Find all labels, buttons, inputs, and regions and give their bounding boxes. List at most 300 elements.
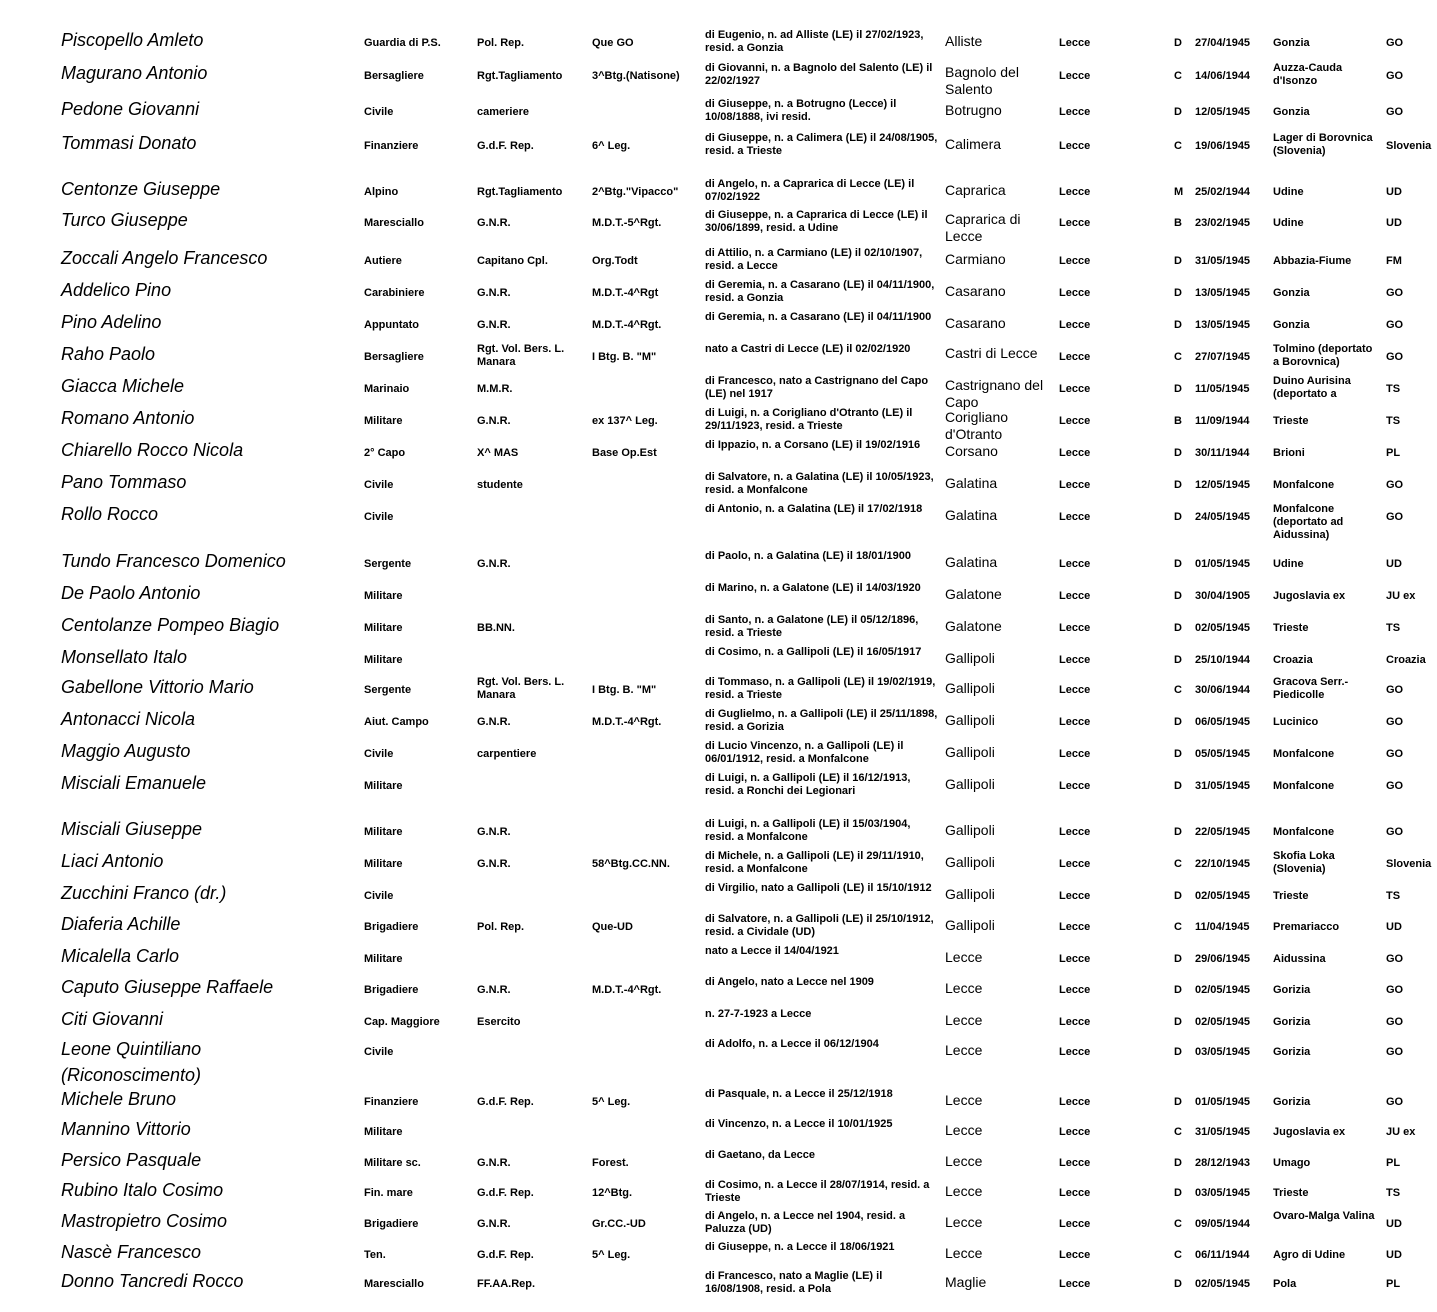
cell-grade: Bersagliere: [364, 70, 424, 82]
cell-prov: Lecce: [1059, 511, 1091, 523]
cell-zone: Slovenia: [1386, 140, 1432, 152]
cell-zone: TS: [1386, 415, 1401, 427]
cell-prov: Lecce: [1059, 106, 1091, 118]
cell-prov: Lecce: [1059, 1278, 1091, 1290]
cell-unit: G.N.R.: [477, 858, 511, 870]
cell-town: Carmiano: [945, 251, 1006, 267]
cell-notes: nato a Castri di Lecce (LE) il 02/02/1920: [705, 343, 911, 355]
cell-notes: di Tommaso, n. a Gallipoli (LE) il 19/02/1919, resid. a Trieste: [705, 676, 936, 701]
cell-code: D: [1174, 558, 1182, 570]
cell-notes: di Marino, n. a Galatone (LE) il 14/03/1920: [705, 582, 921, 594]
cell-code: D: [1174, 590, 1182, 602]
cell-grade: Alpino: [364, 186, 399, 198]
cell-dept: 2^Btg."Vipacco": [592, 186, 679, 198]
cell-zone: GO: [1386, 37, 1404, 49]
cell-unit: G.N.R.: [477, 716, 511, 728]
cell-code: D: [1174, 1157, 1182, 1169]
cell-town: Gallipoli: [945, 650, 995, 666]
cell-unit: cameriere: [477, 106, 529, 118]
cell-date: 12/05/1945: [1195, 106, 1251, 118]
cell-zone: Croazia: [1386, 654, 1426, 666]
cell-prov: Lecce: [1059, 1126, 1091, 1138]
cell-notes: di Francesco, nato a Castrignano del Capo (LE) nel 1917: [705, 375, 929, 400]
cell-zone: GO: [1386, 953, 1404, 965]
cell-unit: G.N.R.: [477, 287, 511, 299]
cell-code: D: [1174, 447, 1182, 459]
cell-grade: Brigadiere: [364, 921, 419, 933]
cell-zone: UD: [1386, 921, 1402, 933]
cell-notes: di Michele, n. a Gallipoli (LE) il 29/11/1910, resid. a Monfalcone: [705, 850, 924, 875]
cell-place: Aidussina: [1273, 953, 1326, 965]
person-name: Tundo Francesco Domenico: [61, 551, 286, 571]
cell-prov: Lecce: [1059, 858, 1091, 870]
cell-prov: Lecce: [1059, 415, 1091, 427]
cell-unit: Pol. Rep.: [477, 921, 525, 933]
cell-date: 28/12/1943: [1195, 1157, 1251, 1169]
cell-zone: UD: [1386, 186, 1402, 198]
cell-date: 11/05/1945: [1195, 383, 1250, 395]
cell-dept: Base Op.Est: [592, 447, 657, 459]
person-name: Diaferia Achille: [61, 914, 181, 934]
cell-date: 06/11/1944: [1195, 1249, 1250, 1261]
cell-prov: Lecce: [1059, 558, 1091, 570]
cell-dept: Gr.CC.-UD: [592, 1218, 646, 1230]
cell-date: 29/06/1945: [1195, 953, 1251, 965]
cell-unit: G.N.R.: [477, 826, 511, 838]
cell-prov: Lecce: [1059, 780, 1091, 792]
person-name: Piscopello Amleto: [61, 30, 204, 50]
cell-unit: G.N.R.: [477, 558, 511, 570]
cell-notes: di Vincenzo, n. a Lecce il 10/01/1925: [705, 1118, 893, 1130]
cell-code: D: [1174, 654, 1182, 666]
cell-place: Monfalcone: [1273, 780, 1335, 792]
cell-zone: UD: [1386, 1249, 1402, 1261]
cell-grade: Civile: [364, 511, 394, 523]
cell-town: Gallipoli: [945, 712, 995, 728]
cell-dept: ex 137^ Leg.: [592, 415, 658, 427]
person-name: Centonze Giuseppe: [61, 179, 221, 199]
cell-unit: Pol. Rep.: [477, 37, 525, 49]
cell-unit: FF.AA.Rep.: [477, 1278, 536, 1290]
cell-date: 31/05/1945: [1195, 1126, 1251, 1138]
cell-prov: Lecce: [1059, 479, 1091, 491]
cell-grade: Militare: [364, 858, 403, 870]
person-name: Mastropietro Cosimo: [61, 1211, 228, 1231]
cell-town: Alliste: [945, 33, 983, 49]
cell-notes: di Geremia, n. a Casarano (LE) il 04/11/1900: [705, 311, 932, 323]
cell-zone: GO: [1386, 351, 1404, 363]
cell-date: 01/05/1945: [1195, 1096, 1251, 1108]
cell-town: Casarano: [945, 283, 1006, 299]
cell-grade: Cap. Maggiore: [364, 1016, 440, 1028]
person-name: Liaci Antonio: [61, 851, 164, 871]
cell-place: Gorizia: [1273, 1096, 1311, 1108]
person-name: Caputo Giuseppe Raffaele: [61, 977, 274, 997]
cell-unit: Rgt.Tagliamento: [477, 70, 563, 82]
cell-notes: di Giovanni, n. a Bagnolo del Salento (LE) il 22/02/1927: [705, 62, 933, 87]
cell-grade: Bersagliere: [364, 351, 424, 363]
cell-code: D: [1174, 748, 1182, 760]
cell-date: 02/05/1945: [1195, 890, 1251, 902]
cell-grade: Militare: [364, 953, 403, 965]
cell-notes: di Lucio Vincenzo, n. a Gallipoli (LE) il 06/01/1912, resid. a Monfalcone: [705, 740, 904, 765]
cell-town: Castrignano del Capo: [945, 377, 1044, 410]
person-name: Addelico Pino: [61, 280, 172, 300]
cell-grade: Militare: [364, 780, 403, 792]
cell-dept: M.D.T.-4^Rgt.: [592, 984, 662, 996]
cell-code: D: [1174, 716, 1182, 728]
cell-prov: Lecce: [1059, 1218, 1091, 1230]
cell-date: 14/06/1944: [1195, 70, 1251, 82]
cell-place: Jugoslavia ex: [1273, 590, 1346, 602]
cell-notes: di Salvatore, n. a Galatina (LE) il 10/05/1923, resid. a Monfalcone: [705, 471, 934, 496]
cell-unit: Rgt. Vol. Bers. L. Manara: [477, 343, 565, 368]
cell-date: 03/05/1945: [1195, 1187, 1251, 1199]
cell-grade: Maresciallo: [364, 1278, 424, 1290]
cell-prov: Lecce: [1059, 1187, 1091, 1199]
cell-date: 01/05/1945: [1195, 558, 1251, 570]
cell-code: D: [1174, 479, 1182, 491]
cell-zone: TS: [1386, 622, 1401, 634]
cell-date: 24/05/1945: [1195, 511, 1251, 523]
cell-zone: GO: [1386, 684, 1404, 696]
cell-town: Maglie: [945, 1274, 987, 1290]
cell-grade: Fin. mare: [364, 1187, 413, 1199]
cell-town: Galatina: [945, 475, 998, 491]
cell-grade: Guardia di P.S.: [364, 37, 441, 49]
cell-notes: di Geremia, n. a Casarano (LE) il 04/11/1900, resid. a Gonzia: [705, 279, 935, 304]
cell-code: C: [1174, 1126, 1182, 1138]
cell-prov: Lecce: [1059, 1096, 1091, 1108]
cell-code: D: [1174, 1278, 1182, 1290]
cell-prov: Lecce: [1059, 1046, 1091, 1058]
cell-prov: Lecce: [1059, 1016, 1091, 1028]
cell-notes: di Giuseppe, n. a Calimera (LE) il 24/08/1905, resid. a Trieste: [705, 132, 938, 157]
cell-grade: Carabiniere: [364, 287, 425, 299]
cell-place: Gonzia: [1273, 106, 1310, 118]
cell-grade: Civile: [364, 1046, 394, 1058]
cell-place: Auzza-Cauda d'Isonzo: [1273, 62, 1343, 87]
cell-place: Umago: [1273, 1157, 1311, 1169]
cell-town: Gallipoli: [945, 776, 995, 792]
cell-date: 22/10/1945: [1195, 858, 1251, 870]
cell-code: B: [1174, 217, 1182, 229]
cell-notes: di Virgilio, nato a Gallipoli (LE) il 15/10/1912: [705, 882, 932, 894]
cell-dept: I Btg. B. "M": [592, 684, 657, 696]
cell-prov: Lecce: [1059, 984, 1091, 996]
cell-prov: Lecce: [1059, 319, 1091, 331]
cell-town: Lecce: [945, 1245, 983, 1261]
cell-place: Croazia: [1273, 654, 1313, 666]
cell-zone: GO: [1386, 716, 1404, 728]
cell-unit: Rgt.Tagliamento: [477, 186, 563, 198]
cell-zone: PL: [1386, 1157, 1401, 1169]
cell-dept: 12^Btg.: [592, 1187, 633, 1199]
cell-zone: Slovenia: [1386, 858, 1432, 870]
cell-code: C: [1174, 858, 1182, 870]
cell-dept: M.D.T.-5^Rgt.: [592, 217, 662, 229]
cell-zone: UD: [1386, 217, 1402, 229]
cell-unit: G.N.R.: [477, 984, 511, 996]
cell-code: D: [1174, 1046, 1182, 1058]
cell-zone: GO: [1386, 1016, 1404, 1028]
cell-dept: Org.Todt: [592, 255, 638, 267]
cell-place: Lager di Borovnica (Slovenia): [1273, 132, 1373, 157]
cell-unit: BB.NN.: [477, 622, 515, 634]
cell-date: 03/05/1945: [1195, 1046, 1251, 1058]
person-name: Maggio Augusto: [61, 741, 191, 761]
cell-notes: di Pasquale, n. a Lecce il 25/12/1918: [705, 1088, 893, 1100]
person-name: Michele Bruno: [61, 1089, 177, 1109]
cell-zone: PL: [1386, 1278, 1401, 1290]
cell-date: 02/05/1945: [1195, 1278, 1251, 1290]
cell-dept: 3^Btg.(Natisone): [592, 70, 680, 82]
cell-zone: TS: [1386, 1187, 1401, 1199]
cell-prov: Lecce: [1059, 70, 1091, 82]
cell-prov: Lecce: [1059, 186, 1091, 198]
person-name: (Riconoscimento): [61, 1065, 202, 1085]
cell-grade: Civile: [364, 890, 394, 902]
cell-zone: GO: [1386, 826, 1404, 838]
cell-code: D: [1174, 287, 1182, 299]
cell-zone: GO: [1386, 106, 1404, 118]
cell-dept: M.D.T.-4^Rgt.: [592, 716, 662, 728]
cell-code: D: [1174, 319, 1182, 331]
cell-grade: Militare: [364, 1126, 403, 1138]
cell-date: 19/06/1945: [1195, 140, 1251, 152]
person-name: Magurano Antonio: [61, 63, 208, 83]
person-name: Pedone Giovanni: [61, 99, 200, 119]
cell-date: 11/04/1945: [1195, 921, 1250, 933]
cell-town: Corsano: [945, 443, 998, 459]
cell-unit: carpentiere: [477, 748, 537, 760]
cell-prov: Lecce: [1059, 826, 1091, 838]
cell-town: Bagnolo del Salento: [945, 64, 1019, 97]
cell-unit: G.d.F. Rep.: [477, 1249, 534, 1261]
cell-grade: Brigadiere: [364, 984, 419, 996]
cell-date: 30/04/1905: [1195, 590, 1251, 602]
person-name: Mannino Vittorio: [61, 1119, 191, 1139]
person-name: Leone Quintiliano: [61, 1039, 202, 1059]
cell-prov: Lecce: [1059, 590, 1091, 602]
cell-town: Lecce: [945, 1183, 983, 1199]
cell-unit: G.d.F. Rep.: [477, 140, 534, 152]
cell-town: Gallipoli: [945, 822, 995, 838]
cell-unit: G.N.R.: [477, 217, 511, 229]
cell-place: Gracova Serr.- Piedicolle: [1273, 676, 1349, 701]
cell-notes: nato a Lecce il 14/04/1921: [705, 945, 839, 957]
cell-unit: X^ MAS: [477, 447, 519, 459]
cell-place: Trieste: [1273, 1187, 1309, 1199]
cell-town: Lecce: [945, 949, 983, 965]
cell-zone: JU ex: [1386, 1126, 1416, 1138]
cell-code: D: [1174, 826, 1182, 838]
cell-town: Galatone: [945, 618, 1002, 634]
cell-unit: Capitano Cpl.: [477, 255, 548, 267]
cell-code: C: [1174, 70, 1182, 82]
cell-town: Lecce: [945, 1214, 983, 1230]
cell-prov: Lecce: [1059, 748, 1091, 760]
cell-place: Gorizia: [1273, 1016, 1311, 1028]
cell-unit: G.N.R.: [477, 415, 511, 427]
cell-notes: di Attilio, n. a Carmiano (LE) il 02/10/1907, resid. a Lecce: [705, 247, 923, 272]
cell-grade: Militare: [364, 826, 403, 838]
cell-zone: GO: [1386, 319, 1404, 331]
cell-code: C: [1174, 1249, 1182, 1261]
cell-notes: di Giuseppe, n. a Caprarica di Lecce (LE) il 30/06/1899, resid. a Udine: [705, 209, 928, 234]
person-name: Pano Tommaso: [61, 472, 187, 492]
person-name: Rubino Italo Cosimo: [61, 1180, 224, 1200]
cell-notes: di Angelo, n. a Lecce nel 1904, resid. a Paluzza (UD): [705, 1210, 906, 1235]
cell-grade: Civile: [364, 748, 394, 760]
person-name: Pino Adelino: [61, 312, 162, 332]
cell-code: D: [1174, 953, 1182, 965]
cell-notes: di Eugenio, n. ad Alliste (LE) il 27/02/1923, resid. a Gonzia: [705, 29, 924, 54]
cell-zone: GO: [1386, 780, 1404, 792]
cell-notes: di Santo, n. a Galatone (LE) il 05/12/1896, resid. a Trieste: [705, 614, 919, 639]
cell-grade: Finanziere: [364, 140, 419, 152]
cell-notes: n. 27-7-1923 a Lecce: [705, 1008, 812, 1020]
cell-unit: G.N.R.: [477, 319, 511, 331]
cell-town: Calimera: [945, 136, 1002, 152]
cell-grade: Maresciallo: [364, 217, 424, 229]
cell-notes: di Luigi, n. a Gallipoli (LE) il 15/03/1904, resid. a Monfalcone: [705, 818, 911, 843]
person-name: Centolanze Pompeo Biagio: [61, 615, 280, 635]
cell-town: Caprarica: [945, 182, 1006, 198]
cell-notes: di Giuseppe, n. a Lecce il 18/06/1921: [705, 1241, 895, 1253]
cell-prov: Lecce: [1059, 890, 1091, 902]
cell-place: Udine: [1273, 558, 1304, 570]
cell-place: Brioni: [1273, 447, 1305, 459]
cell-unit: G.N.R.: [477, 1157, 511, 1169]
person-name: Monsellato Italo: [61, 647, 188, 667]
cell-place: Monfalcone: [1273, 479, 1335, 491]
cell-date: 30/11/1944: [1195, 447, 1250, 459]
cell-prov: Lecce: [1059, 716, 1091, 728]
cell-prov: Lecce: [1059, 953, 1091, 965]
cell-code: D: [1174, 1096, 1182, 1108]
cell-zone: GO: [1386, 1096, 1404, 1108]
cell-grade: Militare: [364, 415, 403, 427]
cell-date: 25/02/1944: [1195, 186, 1251, 198]
person-name: Rollo Rocco: [61, 504, 159, 524]
cell-code: D: [1174, 106, 1182, 118]
cell-notes: di Paolo, n. a Galatina (LE) il 18/01/1900: [705, 550, 912, 562]
cell-unit: studente: [477, 479, 523, 491]
cell-town: Gallipoli: [945, 680, 995, 696]
cell-place: Abbazia-Fiume: [1273, 255, 1352, 267]
cell-grade: Appuntato: [364, 319, 419, 331]
person-name: Nascè Francesco: [61, 1242, 202, 1262]
cell-town: Galatone: [945, 586, 1002, 602]
cell-code: D: [1174, 255, 1182, 267]
cell-prov: Lecce: [1059, 684, 1091, 696]
cell-town: Lecce: [945, 1012, 983, 1028]
cell-place: Skofia Loka (Slovenia): [1273, 850, 1335, 875]
person-name: Giacca Michele: [61, 376, 185, 396]
cell-prov: Lecce: [1059, 383, 1091, 395]
cell-date: 02/05/1945: [1195, 622, 1251, 634]
cell-date: 02/05/1945: [1195, 984, 1251, 996]
person-name: Donno Tancredi Rocco: [61, 1271, 244, 1291]
cell-town: Gallipoli: [945, 744, 995, 760]
cell-notes: di Antonio, n. a Galatina (LE) il 17/02/1918: [705, 503, 923, 515]
cell-town: Galatina: [945, 554, 998, 570]
cell-place: Premariacco: [1273, 921, 1340, 933]
cell-unit: Esercito: [477, 1016, 521, 1028]
cell-notes: di Ippazio, n. a Corsano (LE) il 19/02/1916: [705, 439, 921, 451]
cell-zone: GO: [1386, 511, 1404, 523]
cell-town: Lecce: [945, 1092, 983, 1108]
cell-zone: UD: [1386, 1218, 1402, 1230]
cell-place: Gonzia: [1273, 37, 1310, 49]
cell-code: D: [1174, 1187, 1182, 1199]
cell-prov: Lecce: [1059, 37, 1091, 49]
cell-code: D: [1174, 511, 1182, 523]
cell-dept: I Btg. B. "M": [592, 351, 657, 363]
cell-date: 22/05/1945: [1195, 826, 1251, 838]
cell-notes: di Salvatore, n. a Gallipoli (LE) il 25/10/1912, resid. a Cividale (UD): [705, 913, 934, 938]
cell-dept: 6^ Leg.: [592, 140, 631, 152]
cell-place: Duino Aurisina (deportato a: [1273, 375, 1351, 400]
cell-place: Pola: [1273, 1278, 1297, 1290]
cell-prov: Lecce: [1059, 654, 1091, 666]
cell-zone: TS: [1386, 890, 1401, 902]
cell-code: C: [1174, 921, 1182, 933]
cell-prov: Lecce: [1059, 217, 1091, 229]
cell-zone: GO: [1386, 748, 1404, 760]
cell-dept: M.D.T.-4^Rgt: [592, 287, 659, 299]
person-name: Misciali Emanuele: [61, 773, 207, 793]
cell-date: 11/09/1944: [1195, 415, 1250, 427]
cell-unit: G.d.F. Rep.: [477, 1187, 534, 1199]
cell-town: Gallipoli: [945, 917, 995, 933]
person-name: Misciali Giuseppe: [61, 819, 203, 839]
cell-dept: Que-UD: [592, 921, 633, 933]
person-name: Persico Pasquale: [61, 1150, 202, 1170]
cell-place: Monfalcone: [1273, 826, 1335, 838]
cell-place: Trieste: [1273, 890, 1309, 902]
cell-grade: Aiut. Campo: [364, 716, 429, 728]
cell-place: Trieste: [1273, 415, 1309, 427]
cell-unit: M.M.R.: [477, 383, 513, 395]
cell-notes: di Giuseppe, n. a Botrugno (Lecce) il 10/08/1888, ivi resid.: [705, 98, 897, 123]
cell-place: Agro di Udine: [1273, 1249, 1346, 1261]
cell-notes: di Luigi, n. a Corigliano d'Otranto (LE) il 29/11/1923, resid. a Trieste: [705, 407, 913, 432]
cell-place: Gorizia: [1273, 984, 1311, 996]
cell-notes: di Francesco, nato a Maglie (LE) il 16/08/1908, resid. a Pola: [705, 1270, 883, 1295]
cell-date: 30/06/1944: [1195, 684, 1251, 696]
cell-prov: Lecce: [1059, 921, 1091, 933]
cell-place: Jugoslavia ex: [1273, 1126, 1346, 1138]
cell-zone: TS: [1386, 383, 1401, 395]
cell-town: Lecce: [945, 1122, 983, 1138]
cell-grade: Militare sc.: [364, 1157, 421, 1169]
cell-code: C: [1174, 351, 1182, 363]
cell-date: 13/05/1945: [1195, 287, 1251, 299]
cell-unit: G.N.R.: [477, 1218, 511, 1230]
cell-grade: Militare: [364, 654, 403, 666]
cell-code: D: [1174, 1016, 1182, 1028]
cell-zone: GO: [1386, 70, 1404, 82]
cell-notes: di Cosimo, n. a Gallipoli (LE) il 16/05/1917: [705, 646, 922, 658]
cell-town: Galatina: [945, 507, 998, 523]
person-name: De Paolo Antonio: [61, 583, 201, 603]
cell-zone: JU ex: [1386, 590, 1416, 602]
cell-town: Casarano: [945, 315, 1006, 331]
cell-zone: GO: [1386, 984, 1404, 996]
person-name: Zucchini Franco (dr.): [61, 883, 227, 903]
